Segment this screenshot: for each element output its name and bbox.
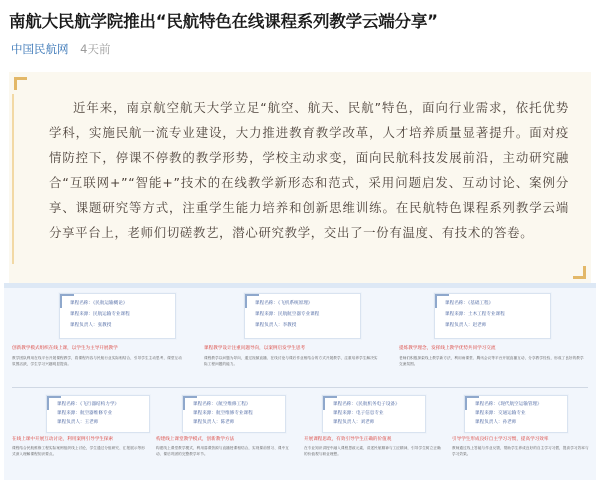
course-teacher: 课程负责人：陈老师 (193, 420, 235, 425)
course-name: 课程名称：《基础工程》 (445, 301, 494, 306)
course-source: 课程来源：交通运输专业 (475, 411, 526, 416)
course-source: 课程来源：民航运输专业课程 (70, 312, 130, 317)
course-name: 课程名称：《民航机务电子设备》 (333, 402, 400, 407)
course-teacher: 课程负责人：孙老师 (475, 420, 517, 425)
course-source: 课程来源：民航航空器专业课程 (255, 312, 320, 317)
course-name: 课程名称：《现代航空运输管理》 (475, 402, 542, 407)
course-name: 课程名称：《飞行器结构力学》 (57, 402, 120, 407)
section-paragraph: 课程教学以问题为导向，通过视频直播、在线讨论与课后作业相结合的方式开展教学，注重培养学生解决实际工程问题的能力。 (204, 356, 378, 366)
source-link[interactable]: 中国民航网 (11, 42, 69, 56)
banner-top-strip (4, 283, 596, 288)
section-paragraph: 老师们积极探索线上教学新方法，利用雨课堂、腾讯会议等平台开展直播互动，分享教学经验，形成了良好的教学交流氛围。 (399, 356, 584, 366)
article-meta (11, 41, 110, 57)
course-name: 课程名称：《航空维修工程》 (193, 402, 251, 407)
course-teacher: 课程负责人：刘老师 (333, 420, 375, 425)
section-paragraph: 在专业知识讲授中融入课程思政元素，讲述民航精神与工匠精神，引导学生树立正确的价值观与职业理想。 (304, 446, 441, 456)
course-card (182, 395, 286, 433)
course-card (244, 293, 361, 339)
section-heading: 引导学生形成良好自主学习习惯，提高学习效率 (452, 437, 549, 442)
publish-time: 4天前 (80, 42, 111, 56)
course-teacher: 课程负责人：赵老师 (445, 323, 487, 328)
section-heading: 提炼教学理念，发挥线上教学优势共同学习交流 (399, 346, 496, 351)
course-name: 课程名称：《飞机系统原理》 (255, 301, 313, 306)
quote-side-line (12, 94, 14, 264)
course-teacher: 课程负责人：王老师 (57, 420, 99, 425)
course-showcase-image (4, 283, 596, 480)
course-teacher: 课程负责人：张教授 (70, 323, 112, 328)
section-heading: 开展课程思政，有效引导学生正确的价值观 (304, 437, 392, 442)
course-name: 课程名称：《民航运输概论》 (70, 301, 128, 306)
quote-corner-bottom-right (573, 266, 586, 279)
divider (12, 387, 588, 388)
section-heading: 课程教学设计注重问题导向，以案例启发学生思考 (204, 346, 306, 351)
section-paragraph: 教师通过线上答疑与作业反馈，帮助学生养成良好的自主学习习惯，提高学习效率与学习效果。 (452, 446, 589, 456)
intro-paragraph: 近年来，南京航空航天大学立足“航空、航天、民航”特色，面向行业需求，依托优势学科，实施民航一流专业建设，大力推进教育教学改革，人才培养质量显著提升。面对疫情防控下，停课不停教的教学形势，学校主动求变，面向民航科技发展前沿，主动研究融合“互联网+”“智能+”技术的在线教学新形态和范式，采用问题启发、互动讨论、案例分享、课题研究等方式，注重学生能力培养和创新思维训练。在民航特色课程系列教学云端分享平台上，老师们切磋教艺，潜心研究教学，交出了一份有温度、有技术的答卷。 (49, 100, 569, 240)
course-card (322, 395, 426, 433)
course-source: 课程来源：土木工程专业课程 (445, 312, 505, 317)
section-paragraph: 教学团队利用在线平台开展课程教学，将课程内容与民航行业实际相结合，引导学生主动思考，课堂互动氛围活跃，学生学习兴趣明显提高。 (12, 356, 182, 366)
section-paragraph: 构建线上课堂教学模式，利用慕课资源与直播授课相结合，实现课前预习、课中互动、课后巩固的完整教学环节。 (156, 446, 289, 456)
section-heading: 构建线上课堂教学模式，创新教学方法 (156, 437, 235, 442)
course-source: 课程来源：航空维修专业课程 (193, 411, 253, 416)
course-teacher: 课程负责人：李教授 (255, 323, 297, 328)
quote-corner-top-left (14, 77, 27, 90)
course-card (434, 293, 551, 339)
course-card (59, 293, 176, 339)
section-heading: 创新教学模式组织在线上课，以学生为主导开展教学 (12, 346, 118, 351)
course-card (46, 395, 150, 433)
section-heading: 在线上课中开展互动讨论，利用案例引导学生探索 (12, 437, 114, 442)
course-source: 课程来源：电子信息专业 (333, 411, 384, 416)
course-card (464, 395, 568, 433)
course-source: 课程来源：航空器维修专业 (57, 411, 113, 416)
article-title: 南航大民航学院推出“民航特色在线课程系列教学云端分享” (9, 12, 438, 31)
section-paragraph: 课程结合民航维修工程实际案例组织线上讨论，学生通过分组研究、汇报展示等形式深入理解课程知识要点。 (12, 446, 145, 456)
intro-quote-box (9, 72, 591, 284)
